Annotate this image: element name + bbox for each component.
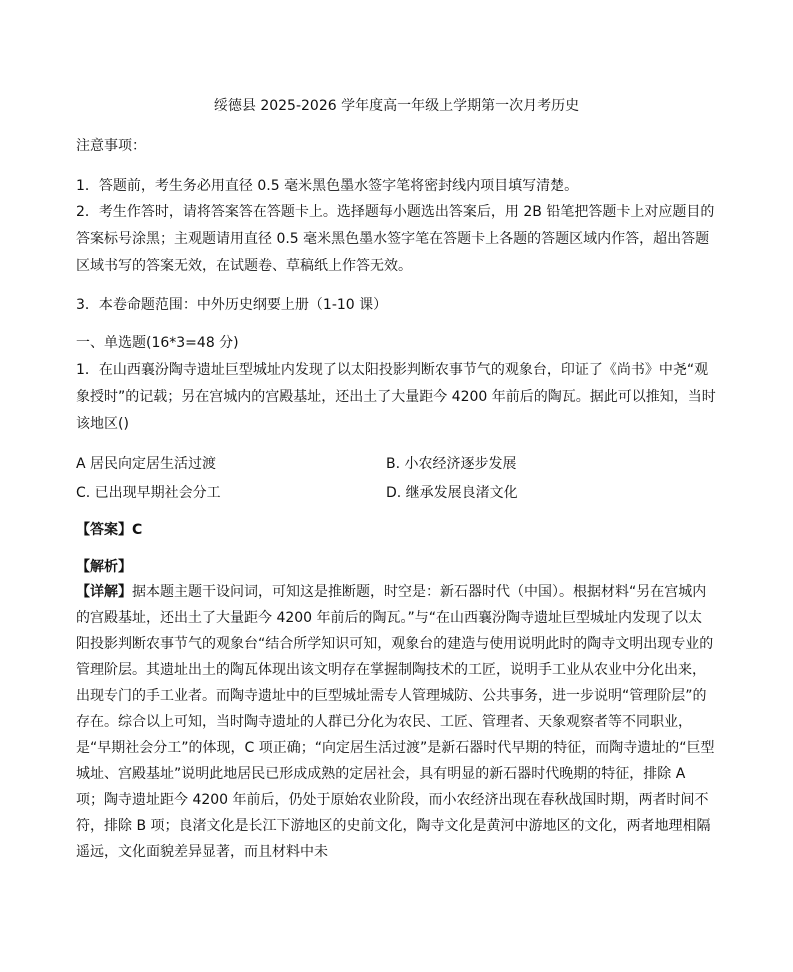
option-b: B. 小农经济逐步发展 (386, 456, 517, 472)
answer-value: C (132, 522, 143, 538)
explanation-text: 据本题主题干设问词，可知这是推断题，时空是：新石器时代（中国）。根据材料“另在宫城内的宫殿基址，还出土了大量距今 4200 年前后的陶瓦。”与“在山西襄汾陶寺遗址巨型城址内发现了以太阳投影判断农事节气的观象台“结合所学知识可知，观象台的建造与使用说明此时的陶寺文明出现专业的管理阶层。其遗址出土的陶瓦体现出该文明存在掌握制陶技术的工匠，说明手工业从农业中分化出来，出现专门的手工业者。而陶寺遗址中的巨型城址需专人管理城防、公共事务，进一步说明“管理阶层”的存在。综合以上可知，当时陶寺遗址的人群已分化为农民、工匠、管理者、天象观察者等不同职业，是“早期社会分工”的体现，C 项正确；“向定居生活过渡”是新石器时代早期的特征，而陶寺遗址的“巨型城址、宫殿基址”说明此地居民已形成成熟的定居社会，具有明显的新石器时代晚期的特征，排除 A 项；陶寺遗址距今 4200 年前后，仍处于原始农业阶段，而小农经济出现在春秋战国时期，两者时间不符，排除 B 项；良渚文化是长江下游地区的史前文化，陶寺文化是黄河中游地区的文化，两者地理相隔遥远，文化面貌差异显著，而且材料中未 (76, 584, 715, 860)
option-a: A 居民向定居生活过渡 (76, 456, 217, 472)
analysis-label: 【解析】 (76, 559, 132, 575)
explanation-label: 【详解】 (76, 584, 132, 600)
notice-heading: 注意事项： (76, 138, 146, 154)
notice-3: 3．本卷命题范围：中外历史纲要上册（1-10 课） (76, 297, 388, 313)
notice-2: 2．考生作答时，请将答案答在答题卡上。选择题每小题选出答案后，用 2B 铅笔把答题卡上对应题目的答案标号涂黑；主观题请用直径 0.5 毫米黑色墨水签字笔在答题卡上各题的答题区域内作答，超出答题区域书写的答案无效，在试题卷、草稿纸上作答无效。 (76, 204, 715, 274)
notice-1: 1．答题前，考生务必用直径 0.5 毫米黑色墨水签字笔将密封线内项目填写清楚。 (76, 178, 579, 194)
option-c: C. 已出现早期社会分工 (76, 485, 221, 501)
page-title: 绥德县 2025-2026 学年度高一年级上学期第一次月考历史 (213, 98, 580, 114)
explanation-paragraph (76, 579, 716, 865)
question-stem: 1．在山西襄汾陶寺遗址巨型城址内发现了以太阳投影判断农事节气的观象台，印证了《尚书》中尧“观象授时”的记载；另在宫城内的宫殿基址，还出土了大量距今 4200 年前后的陶瓦。据此可以推知，当时该地区() (76, 362, 716, 432)
section-heading: 一、单选题(16*3=48 分) (76, 335, 239, 351)
option-d: D. 继承发展良渚文化 (386, 485, 518, 501)
answer-line (76, 520, 716, 540)
answer-label: 【答案】 (76, 522, 132, 538)
